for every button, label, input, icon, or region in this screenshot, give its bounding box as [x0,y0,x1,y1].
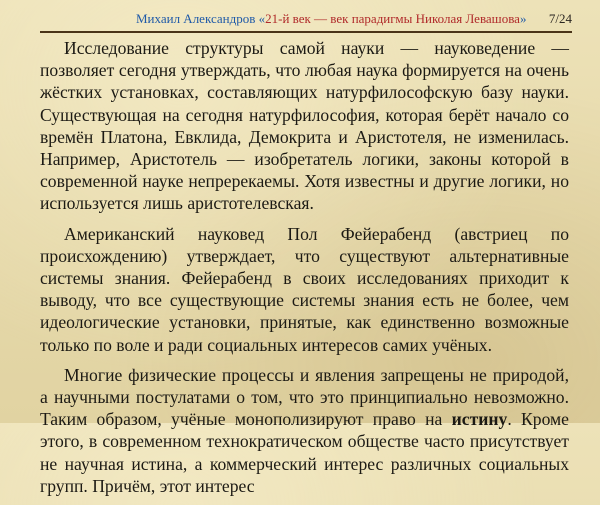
paragraph-1: Исследование структуры самой науки — науковедение — позволяет сегодня утверждать, что любая наука формируется на очень жёстких установках, составляющих натурфилософскую базу науки. Существующая на сегодня натурфилософия, которая берёт начало со времён Платона, Евклида, Демокрита и Аристотеля, не изменилась. Например, Аристотель — изобретатель логики, законы которой в современной науке непререкаемы. Хотя известны и другие логики, но используется лишь аристотелевская. [40,38,569,214]
paragraph-2: Американский науковед Пол Фейерабенд (австриец по происхождению) утверждает, что существуют альтернативные системы знания. Фейерабенд в своих исследованиях приходит к выводу, что все существующие системы знания есть не более, чем идеологические установки, принятые, как единственно возможные только по воле и ради социальных интересов самих учёных. [40,223,569,355]
body-text [40,37,569,505]
page-header [40,9,572,29]
paragraph-3-text-after: . Кроме этого, в современном технократическом обществе часто присутствует не научная истина, а коммерческий интерес различных социальных групп. Причём, этот интерес [40,409,569,496]
running-title [136,9,526,29]
paragraph-3-text-before: Многие физические процессы и явления запрещены не природой, а научными постулатами о том, что это принципиально невозможно. Таким образом, учёные монополизируют право на [40,364,569,430]
header-divider [40,31,572,33]
book-title: 21-й век — век парадигмы Николая Левашова [265,11,520,26]
bold-word-truth: истину [451,409,508,430]
page-number: 7/24 [548,11,572,26]
paragraph-3 [40,364,569,497]
author-name: Михаил Александров « [136,11,266,26]
closing-quote: » [519,11,527,26]
